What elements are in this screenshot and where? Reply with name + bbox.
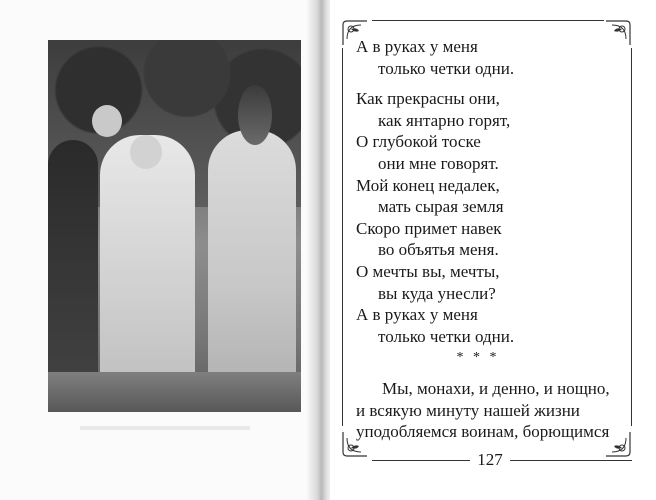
poem-line: они мне говорят. (378, 153, 499, 173)
frame-left-rule (342, 48, 343, 426)
poem-line: О мечты вы, мечты, (356, 261, 500, 281)
frame-right-rule (631, 48, 632, 426)
photo-ground (48, 372, 301, 412)
poem-line: Скоро примет навек (356, 218, 502, 238)
photo-head-elder (92, 105, 122, 137)
poem-line: А в руках у меня (356, 305, 478, 325)
prose-line: Мы, монахи, и денно, и нощно, (382, 379, 610, 398)
poem-line: мать сырая земля (378, 197, 504, 217)
poem-line: только четки одни. (378, 58, 515, 78)
poem (356, 36, 626, 347)
photograph (48, 40, 301, 412)
page-number: 127 (470, 450, 510, 470)
photo-figure-left (48, 140, 98, 410)
bleed-through-mark (80, 426, 250, 430)
photo-head-monk (238, 85, 272, 145)
prose-paragraph (356, 378, 626, 443)
poem-line: А в руках у меня (356, 37, 478, 56)
section-separator: * * * (456, 350, 500, 365)
prose-line: уподобляемся воинам, борющимся (356, 422, 610, 441)
poem-line: О глубокой тоске (356, 132, 481, 152)
stanza-gap (356, 79, 626, 88)
prose-line: и всякую минуту нашей жизни (356, 400, 580, 420)
poem-line: Как прекрасны они, (356, 89, 500, 109)
photo-head-priest (130, 135, 162, 169)
poem-line: как янтарно горят, (378, 110, 511, 130)
frame-top-rule (372, 20, 604, 21)
poem-line: Мой конец недалек, (356, 175, 500, 195)
poem-line: вы куда унесли? (378, 283, 496, 303)
poem-line: только четки одни. (378, 326, 515, 346)
photo-figure-priest (100, 135, 195, 405)
poem-line: во объятья меня. (378, 240, 499, 260)
photo-figure-monk (208, 130, 296, 395)
left-page (0, 0, 322, 500)
